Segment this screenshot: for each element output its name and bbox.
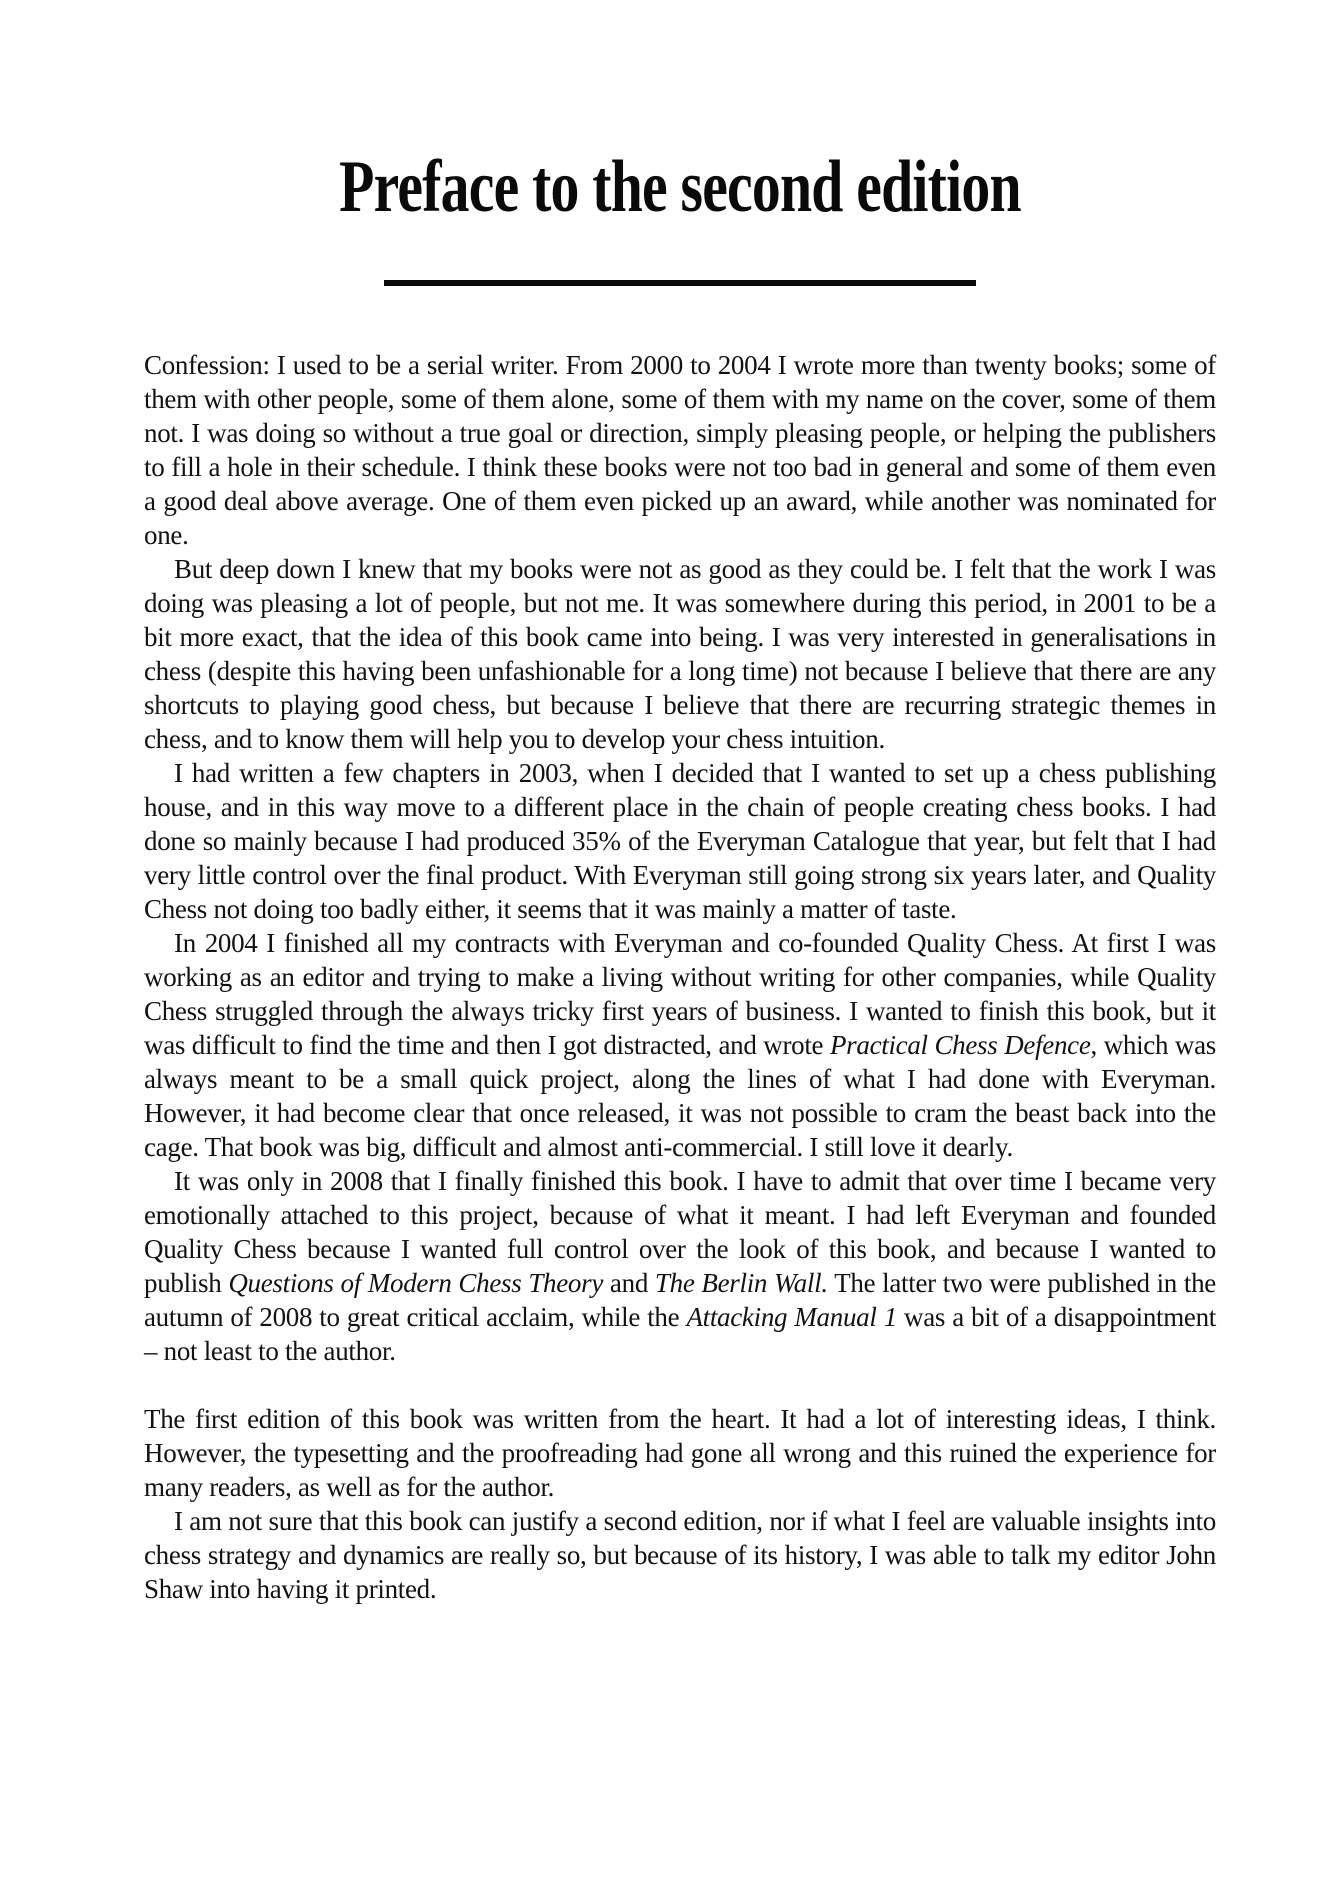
paragraph <box>144 348 1216 552</box>
paragraph <box>144 1504 1216 1606</box>
paragraph <box>144 1164 1216 1368</box>
text-run: In 2004 I finished all my contracts with Everyman and co-founded Quality Chess. At first I was working as an editor and trying to make a living without writing for other companies, while Quality Chess struggled through the always tricky first years of business. I wanted to finish this book, but it was difficult to find the time and then I got distracted, and wrote <box>144 928 1216 1060</box>
text-run: But deep down I knew that my books were not as good as they could be. I felt that the work I was doing was pleasing a lot of people, but not me. It was somewhere during this period, in 2001 to be a bit more exact, that the idea of this book came into being. I was very interested in generalisations in chess (despite this having been unfashionable for a long time) not because I believe that there are any shortcuts to playing good chess, but because I believe that there are recurring strategic themes in chess, and to know them will help you to develop your chess intuition. <box>144 554 1216 754</box>
text-run: The latter two were published in the autumn of 2008 to great critical acclaim, while the <box>144 1268 1216 1332</box>
text-run: Confession: I used to be a serial writer. From 2000 to 2004 I wrote more than twenty books; some of them with other people, some of them alone, some of them with my name on the cover, some of them not. I was doing so without a true goal or direction, simply pleasing people, or helping the publishers to fill a hole in their schedule. I think these books were not too bad in general and some of them even a good deal above average. One of them even picked up an award, while another was nominated for one. <box>144 350 1216 550</box>
book-title-italic: Attacking Manual 1 <box>686 1302 897 1332</box>
text-run: The first edition of this book was written from the heart. It had a lot of interesting ideas, I think. However, the typesetting and the proofreading had gone all wrong and this ruined the experience for many readers, as well as for the author. <box>144 1404 1216 1502</box>
title-block <box>144 146 1216 228</box>
paragraph <box>144 552 1216 756</box>
text-run: was a bit of a disappointment – not least to the author. <box>144 1302 1217 1366</box>
paragraph <box>144 926 1216 1164</box>
paragraph <box>144 1402 1216 1504</box>
book-title-italic: Practical Chess Defence <box>829 1030 1091 1060</box>
paragraph <box>144 756 1216 926</box>
book-title-italic: The Berlin Wall. <box>654 1268 828 1298</box>
text-run: I had written a few chapters in 2003, when I decided that I wanted to set up a chess publishing house, and in this way move to a different place in the chain of people creating chess books. I had done so mainly because I had produced 35% of the Everyman Catalogue that year, but felt that I had very little control over the final product. With Everyman still going strong six years later, and Quality Chess not doing too badly either, it seems that it was mainly a matter of taste. <box>144 758 1216 924</box>
text-run: , which was always meant to be a small quick project, along the lines of what I had done with Everyman. However, it had become clear that once released, it was not possible to cram the beast back into the cage. That book was big, difficult and almost anti-commercial. I still love it dearly. <box>144 1030 1216 1162</box>
title-rule <box>384 280 976 286</box>
text-run: and <box>603 1268 655 1298</box>
book-title-italic: Questions of Modern Chess Theory <box>228 1268 604 1298</box>
text-run: It was only in 2008 that I finally finished this book. I have to admit that over time I became very emotionally attached to this project, because of what it meant. I had left Everyman and founded Quality Chess because I wanted full control over the look of this book, and because I wanted to publish <box>144 1166 1216 1298</box>
preface-body <box>144 348 1216 1606</box>
text-run: I am not sure that this book can justify a second edition, nor if what I feel are valuable insights into chess strategy and dynamics are really so, but because of its history, I was able to talk my editor John Shaw into having it printed. <box>144 1506 1216 1604</box>
page-title: Preface to the second edition <box>339 146 1021 228</box>
